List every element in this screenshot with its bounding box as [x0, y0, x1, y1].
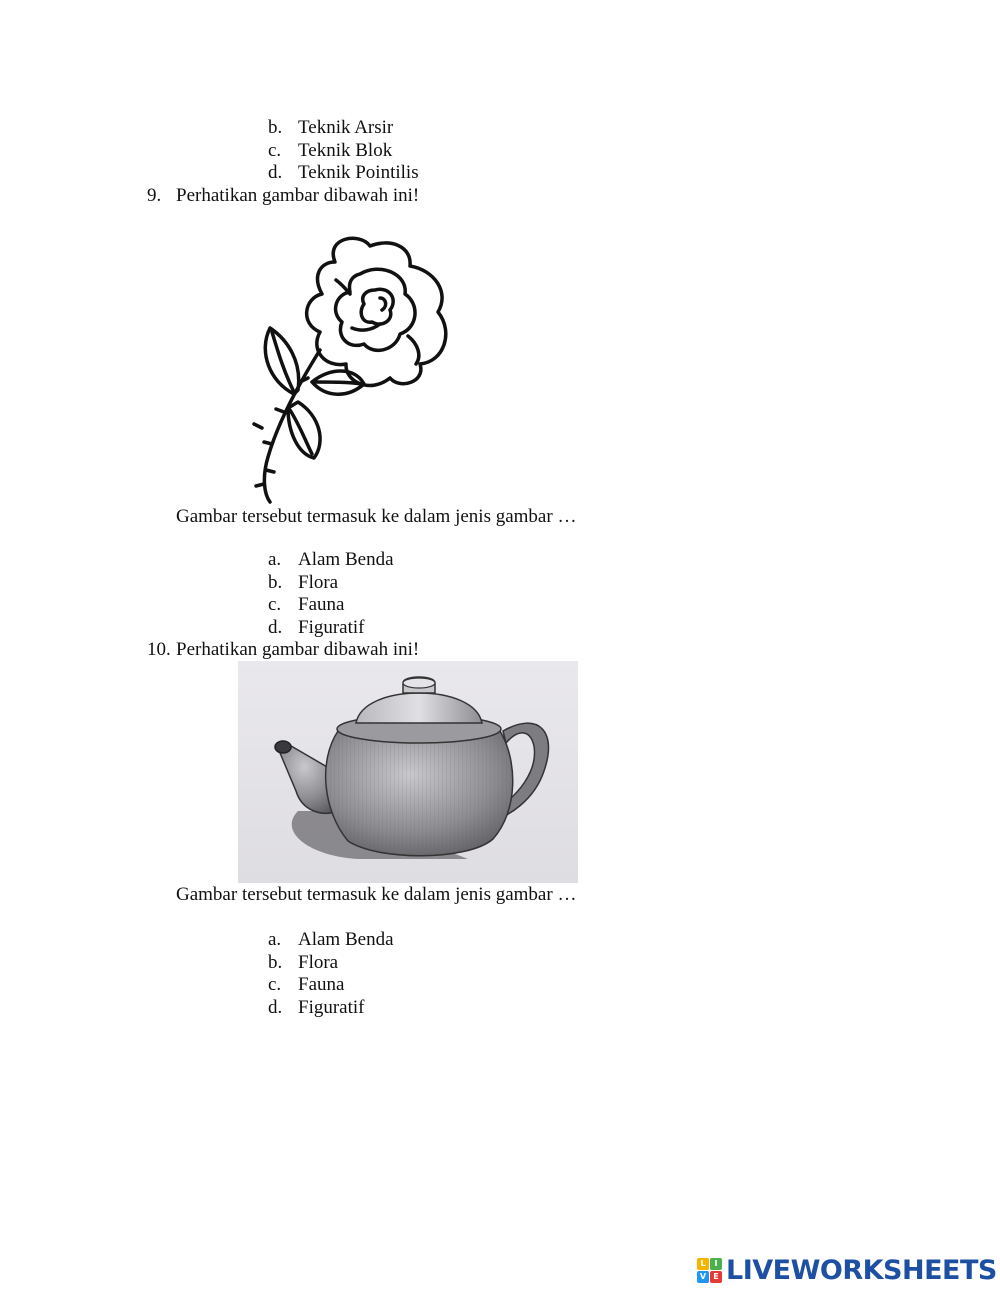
question-prompt: Perhatikan gambar dibawah ini!	[176, 639, 420, 660]
option-text: Flora	[298, 952, 339, 973]
liveworksheets-logo[interactable]	[697, 1254, 997, 1286]
option-text: Teknik Pointilis	[298, 162, 419, 183]
option-letter: a.	[268, 549, 282, 570]
option-letter: a.	[268, 929, 282, 950]
option-letter: b.	[268, 117, 283, 138]
option-text: Fauna	[298, 594, 345, 615]
brand-name: LIVEWORKSHEETS	[726, 1254, 997, 1286]
option-letter: b.	[268, 952, 283, 973]
option-text: Flora	[298, 572, 339, 593]
option-text: Alam Benda	[298, 549, 394, 570]
rose-drawing-icon	[240, 232, 460, 504]
badge-letter: E	[710, 1271, 722, 1283]
option-letter: d.	[268, 162, 283, 183]
option-letter: c.	[268, 140, 282, 161]
option-letter: c.	[268, 594, 282, 615]
logo-badge-icon	[697, 1258, 722, 1283]
option-text: Teknik Arsir	[298, 117, 394, 138]
option-text: Alam Benda	[298, 929, 394, 950]
option-letter: c.	[268, 974, 282, 995]
option-letter: b.	[268, 572, 283, 593]
option-text: Figuratif	[298, 997, 365, 1018]
badge-letter: L	[697, 1258, 709, 1270]
question-9-text: Gambar tersebut termasuk ke dalam jenis gambar …	[176, 506, 577, 527]
option-letter: d.	[268, 617, 283, 638]
badge-letter: V	[697, 1271, 709, 1283]
badge-letter: I	[710, 1258, 722, 1270]
question-number: 10.	[147, 639, 171, 660]
option-text: Figuratif	[298, 617, 365, 638]
option-letter: d.	[268, 997, 283, 1018]
question-prompt: Perhatikan gambar dibawah ini!	[176, 185, 420, 206]
question-10-text: Gambar tersebut termasuk ke dalam jenis gambar …	[176, 884, 577, 905]
option-text: Fauna	[298, 974, 345, 995]
option-text: Teknik Blok	[298, 140, 393, 161]
teapot-sketch-icon	[238, 661, 578, 883]
question-number: 9.	[147, 185, 162, 206]
